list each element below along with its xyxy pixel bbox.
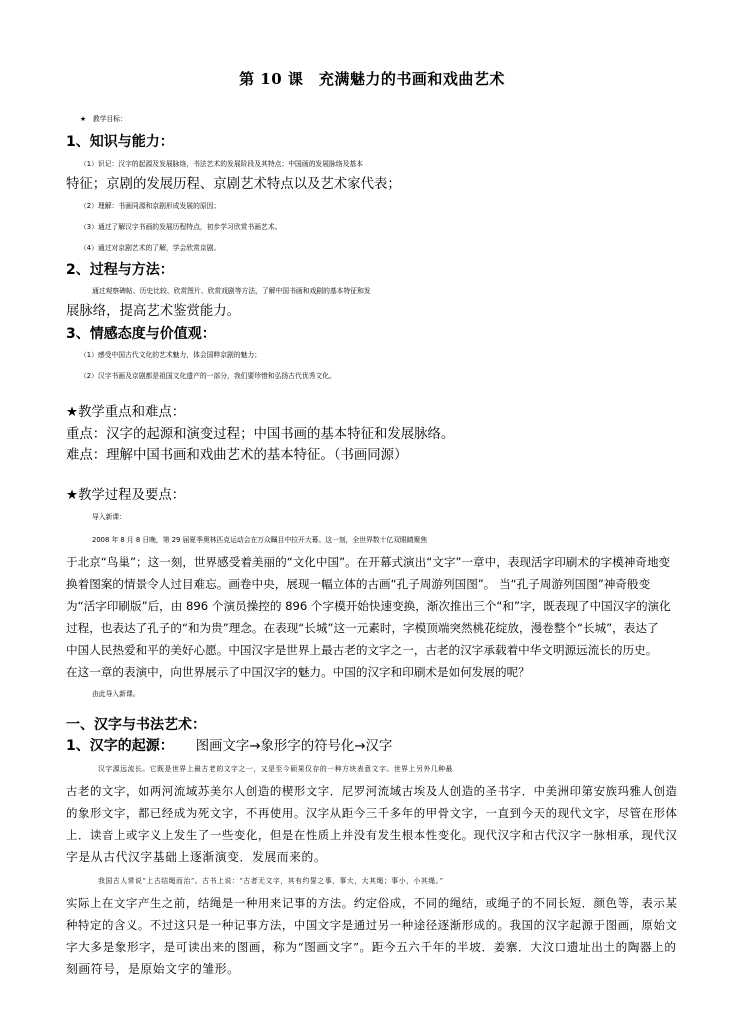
intro-line-7: 在这一章的表演中，向世界展示了中国汉字的魅力。中国的汉字和印刷术是如何发展的呢？ [66,665,530,679]
intro-label: 导入新课： [92,513,126,521]
goal-item-1-line-1: （1）识记：汉字的起源及发展脉络，书法艺术的发展阶段及其特点；中国画的发展脉络及基本 [80,160,363,168]
section-process-heading: 2、过程与方法： [66,262,174,278]
goal-item-2: （2）理解：书画同源和京剧形成发展的原因； [80,202,221,210]
para1-line-4: 上．读音上或字义上发生了一些变化，但是在性质上并没有发生根本性变化。现代汉字和古代汉字一脉相承，现代汉 [66,828,678,842]
section-knowledge-heading: 1、知识与能力： [66,134,174,150]
intro-line-2: 于北京“鸟巢”；这一刻，世界感受着美丽的“文化中国”。在开幕式演出“文字”一章中，表现活字印刷术的字模神奇地变 [66,555,671,569]
process-text-line-1: 通过观察碑帖、历史比较、欣赏图片、欣赏戏剧等方法，了解中国书画和戏剧的基本特征和发 [92,287,371,295]
teaching-goals-heading: ★ 教学目标： [80,115,127,123]
intro-line-4: 为“活字印刷版”后，由 896 个演员操控的 896 个字模开始快速变换，渐次推出三个“和”字，既表现了中国汉字的演化 [66,599,671,613]
key-focus: 重点：汉字的起源和演变过程；中国书画的基本特征和发展脉络。 [66,427,455,442]
part1-sub-text: 图画文字→象形字的符号化→汉字 [195,739,393,754]
intro-line-5: 过程，也表达了孔子的“和为贵”理念。在表现“长城”这一元素时，字模顶端突然桃花绽放，漫卷整个“长城”，表达了 [66,621,659,635]
part1-sub-label: 1、汉字的起源： [66,738,174,754]
para2-line-4: 字大多是象形字，是可读出来的图画，称为“图画文字”。距今五六千年的半坡．姜寨．大汶口遗址出土的陶器上的 [66,940,677,954]
para1-line-2: 古老的文字，如两河流域苏美尔人创造的楔形文字．尼罗河流域古埃及人创造的圣书字．中美洲印第安族玛雅人创造 [66,784,678,798]
para1-line-5: 字是从古代汉字基础上逐渐演变．发展而来的。 [66,850,327,864]
goal-item-3: （3）通过了解汉字书画的发展历程特点，初步学习欣赏书画艺术。 [80,223,282,231]
attitude-item-2: （2）汉字书画及京剧都是祖国文化遗产的一部分，我们要珍惜和弘扬古代优秀文化。 [80,372,336,380]
intro-end: 由此导入新课。 [92,690,140,698]
lesson-title: 第 10 课 充满魅力的书画和戏曲艺术 [239,70,505,88]
para2-line-1: 我国古人常说“上古结绳而治”。古书上说：“古者无文字，其有约誓之事，事大，大其绳；事小，小其绳。” [98,877,444,885]
para2-line-3: 种特定的含义。不过这只是一种记事方法，中国文字是通过另一种途径逐渐形成的。我国的汉字起源于图画，原始文 [66,918,678,932]
intro-line-6: 中国人民热爱和平的美好心愿。中国汉字是世界上最古老的文字之一，古老的汉字承载着中华文明源远流长的历史。 [66,643,658,657]
attitude-item-1: （1）感受中国古代文化的艺术魅力，体会国粹京剧的魅力； [80,351,262,359]
process-text-line-2: 展脉络，提高艺术鉴赏能力。 [66,304,241,319]
key-difficulty: 难点：理解中国书画和戏曲艺术的基本特征。（书画同源） [66,448,408,463]
teaching-process-heading: ★教学过程及要点： [66,488,186,503]
intro-line-1: 2008 年 8 月 8 日晚，第 29 届夏季奥林匹克运动会在万众瞩目中拉开大幕。这一刻，全世界数十亿双眼睛聚焦 [92,536,428,544]
para1-line-3: 的象形文字，都已经成为死文字，不再使用。汉字从距今三千多年的甲骨文字，一直到今天的现代文字，尽管在形体 [66,806,678,820]
goal-item-1-line-2: 特征；京剧的发展历程、京剧艺术特点以及艺术家代表； [66,177,401,192]
goal-item-4: （4）通过对京剧艺术的了解，学会欣赏京剧。 [80,244,221,252]
key-points-heading: ★教学重点和难点： [66,405,186,420]
para2-line-2: 实际上在文字产生之前，结绳是一种用来记事的方法。约定俗成，不同的绳结，或绳子的不同长短．颜色等，表示某 [66,896,678,910]
para2-line-5: 刻画符号，是原始文字的雏形。 [66,962,240,976]
para1-line-1: 汉字源远流长。它既是世界上最古老的文字之一，又是至今硕果仅存的一种方块表意文字。世界上另外几种最 [98,765,454,773]
part1-heading: 一、汉字与书法艺术： [66,717,206,733]
section-attitude-heading: 3、情感态度与价值观： [66,326,216,342]
part1-subheading [66,737,682,756]
intro-line-3: 换着图案的情景令人过目难忘。画卷中央，展现一幅立体的古画“孔子周游列国图”。 当“孔子周游列国图”神奇般变 [66,577,651,591]
